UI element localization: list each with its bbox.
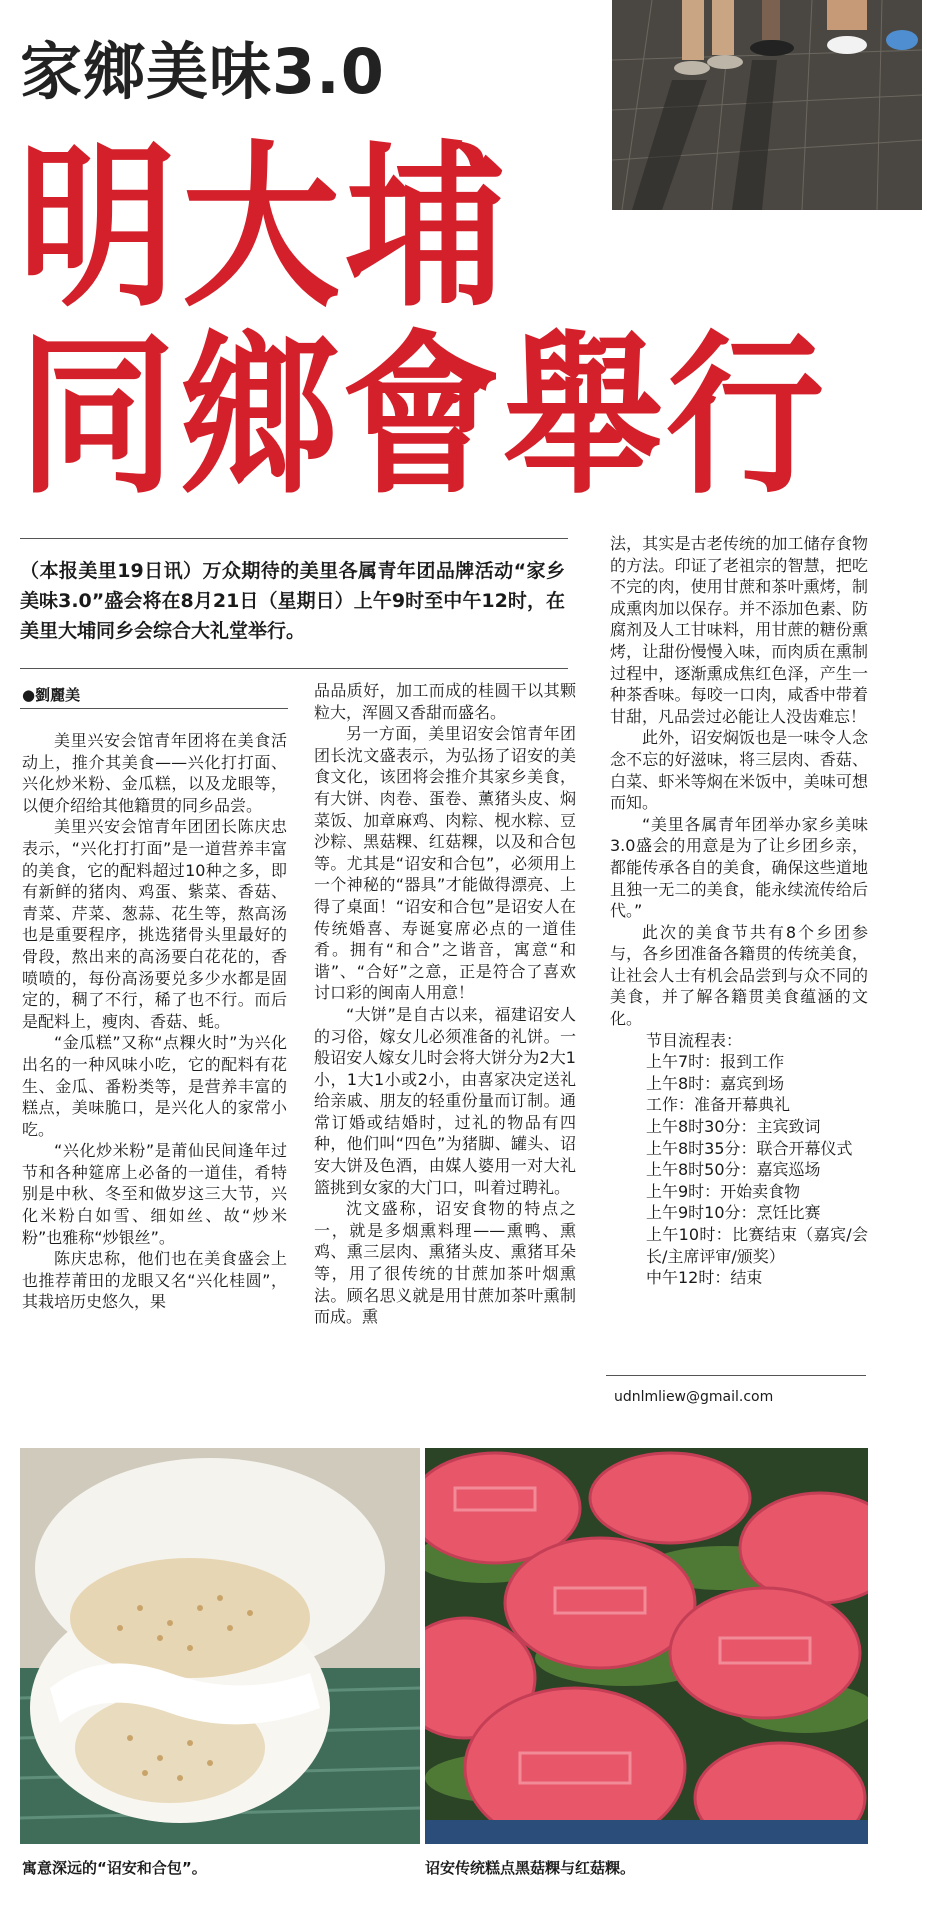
article-column-3 [610,533,868,1289]
schedule-item: 上午8时30分：主宾致词 [646,1117,821,1137]
schedule-item: 上午8时50分：嘉宾巡场 [646,1160,821,1180]
paragraph: “大饼”是自古以来，福建诏安人的习俗，嫁女儿必须准备的礼饼。一般诏安人嫁女儿时会将大饼分为2大1小，1大1小或2小，由喜家决定送礼给亲戚、朋友的轻重份量而订制。通常订婚或结婚时，过礼的物品有四种，他们叫“四色”为猪脚、罐头、诏安大饼及色酒，由媒人婆用一对大礼篮挑到女家的大门口，叫着过聘礼。 [314,1004,576,1197]
paragraph: 美里兴安会馆青年团将在美食活动上，推介其美食——兴化打打面、兴化炒米粉、金瓜糕，以及龙眼等，以便介绍给其他籍贯的同乡品尝。 [22,731,287,815]
paragraph: 此外，诏安焖饭也是一味令人念念不忘的好滋味，将三层肉、香菇、白菜、虾米等焖在米饭中，美味可想而知。 [610,728,868,813]
paragraph: 另一方面，美里诏安会馆青年团团长沈文盛表示，为弘扬了诏安的美食文化，该团将会推介其家乡美食，有大饼、肉卷、蛋卷、薰猪头皮、焖菜饭、加章麻鸡、肉粽、枧水粽、豆沙粽、黑菇粿、红菇粿，以及和合包等。尤其是“诏安和合包”，必须用上一个神秘的“器具”才能做得漂亮、上得了桌面！“诏安和合包”是诏安人在传统婚喜、寿诞宴席必点的一道佳肴。拥有“和合”之谐音，寓意“和谐”、“合好”之意，正是符合了喜欢讨口彩的闽南人用意！ [314,724,576,1003]
headline-line-1: 明大埔 [18,125,510,332]
schedule-title: 节目流程表： [646,1030,743,1050]
paragraph: 此次的美食节共有8个乡团参与，各乡团准备各籍贯的传统美食，让社会人士有机会品尝到与众不同的美食，并了解各籍贯美食蕴涵的文化。 [610,922,868,1029]
schedule-item: 上午10时：比赛结束（嘉宾/会长/主席评审/颁奖） [646,1225,868,1266]
kicker-title: 家鄉美味3.0 [20,35,385,108]
schedule-item: 上午9时10分：烹饪比赛 [646,1203,821,1223]
author-email[interactable]: udnlmliew@gmail.com [614,1389,774,1405]
caption-right: 诏安传统糕点黑菇粿与红菇粿。 [425,1859,636,1877]
paragraph: 陈庆忠称，他们也在美食盛会上也推荐莆田的龙眼又名“兴化桂圆”，其栽培历史悠久，果 [22,1249,287,1312]
schedule-item: 上午8时35分：联合开幕仪式 [646,1138,853,1158]
byline: ●劉麗美 [22,686,81,704]
paragraph: 美里兴安会馆青年团团长陈庆忠表示，“兴化打打面”是一道营养丰富的美食，它的配料超过10种之多，即有新鲜的猪肉、鸡蛋、紫菜、香菇、青菜、芹菜、葱蒜、花生等，熬高汤也是重要程序，挑选猪骨头里最好的骨段，熬出来的高汤要白花花的，香喷喷的，每份高汤要兑多少水都是固定的，稠了不行，稀了也不行。而后是配料上，瘦肉、香菇、蚝。 [22,817,287,1031]
paragraph: “兴化炒米粉”是莆仙民间逢年过节和各种筵席上必备的一道佳，肴特别是中秋、冬至和做岁这三大节，兴化米粉白如雪、细如丝、故“炒米粉”也雅称“炒银丝”。 [22,1141,287,1247]
schedule-item: 上午8时：嘉宾到场 [646,1073,785,1093]
paragraph: 法，其实是古老传统的加工储存食物的方法。印证了老祖宗的智慧，把吃不完的肉，使用甘蔗和茶叶熏烤，制成熏肉加以保存。并不添加色素、防腐剂及人工甘味料，用甘蔗的糖份熏烤，让甜份慢慢入味，而肉质在熏制过程中，逐渐熏成焦红色泽，产生一种茶香味。每咬一口肉，咸香中带着甘甜，凡品尝过必能让人没齿难忘！ [610,534,868,726]
paragraph: “美里各属青年团举办家乡美味3.0盛会的用意是为了让乡团乡亲，都能传承各自的美食，确保这些道地且独一无二的美食，能永续流传给后代。” [610,814,868,921]
paragraph: “金瓜糕”又称“点粿火时”为兴化出名的一种风味小吃，它的配料有花生、金瓜、番粉类等，是营养丰富的糕点，美味脆口，是兴化人的家常小吃。 [22,1033,287,1139]
schedule-list [610,1051,868,1289]
headline-line-2: 同鄉會舉行 [18,315,828,519]
lead-paragraph: （本报美里19日讯）万众期待的美里各属青年团品牌活动“家乡美味3.0”盛会将在8月21日（星期日）上午9时至中午12时，在美里大埔同乡会综合大礼堂举行。 [20,560,565,642]
caption-left: 寓意深远的“诏安和合包”。 [22,1859,207,1877]
schedule-item: 上午9时：开始卖食物 [646,1181,801,1201]
paragraph: 沈文盛称，诏安食物的特点之一，就是多烟熏料理——熏鸭、熏鸡、熏三层肉、熏猪头皮、熏猪耳朵等，用了很传统的甘蔗加茶叶烟熏法。顾名思义就是用甘蔗加茶叶熏制而成。熏 [314,1199,576,1327]
article-column-2 [314,680,576,1328]
hehe-bao-photo [20,1448,420,1844]
schedule-item: 上午7时：报到工作 [646,1052,785,1072]
paragraph: 品品质好，加工而成的桂圆干以其颗粒大，浑圆又香甜而盛名。 [314,681,576,722]
article-column-1 [22,730,287,1313]
schedule-item: 中午12时：结束 [646,1268,763,1288]
kueh-photo [425,1448,868,1844]
crowd-photo [612,0,922,210]
schedule-item: 工作：准备开幕典礼 [646,1095,791,1115]
